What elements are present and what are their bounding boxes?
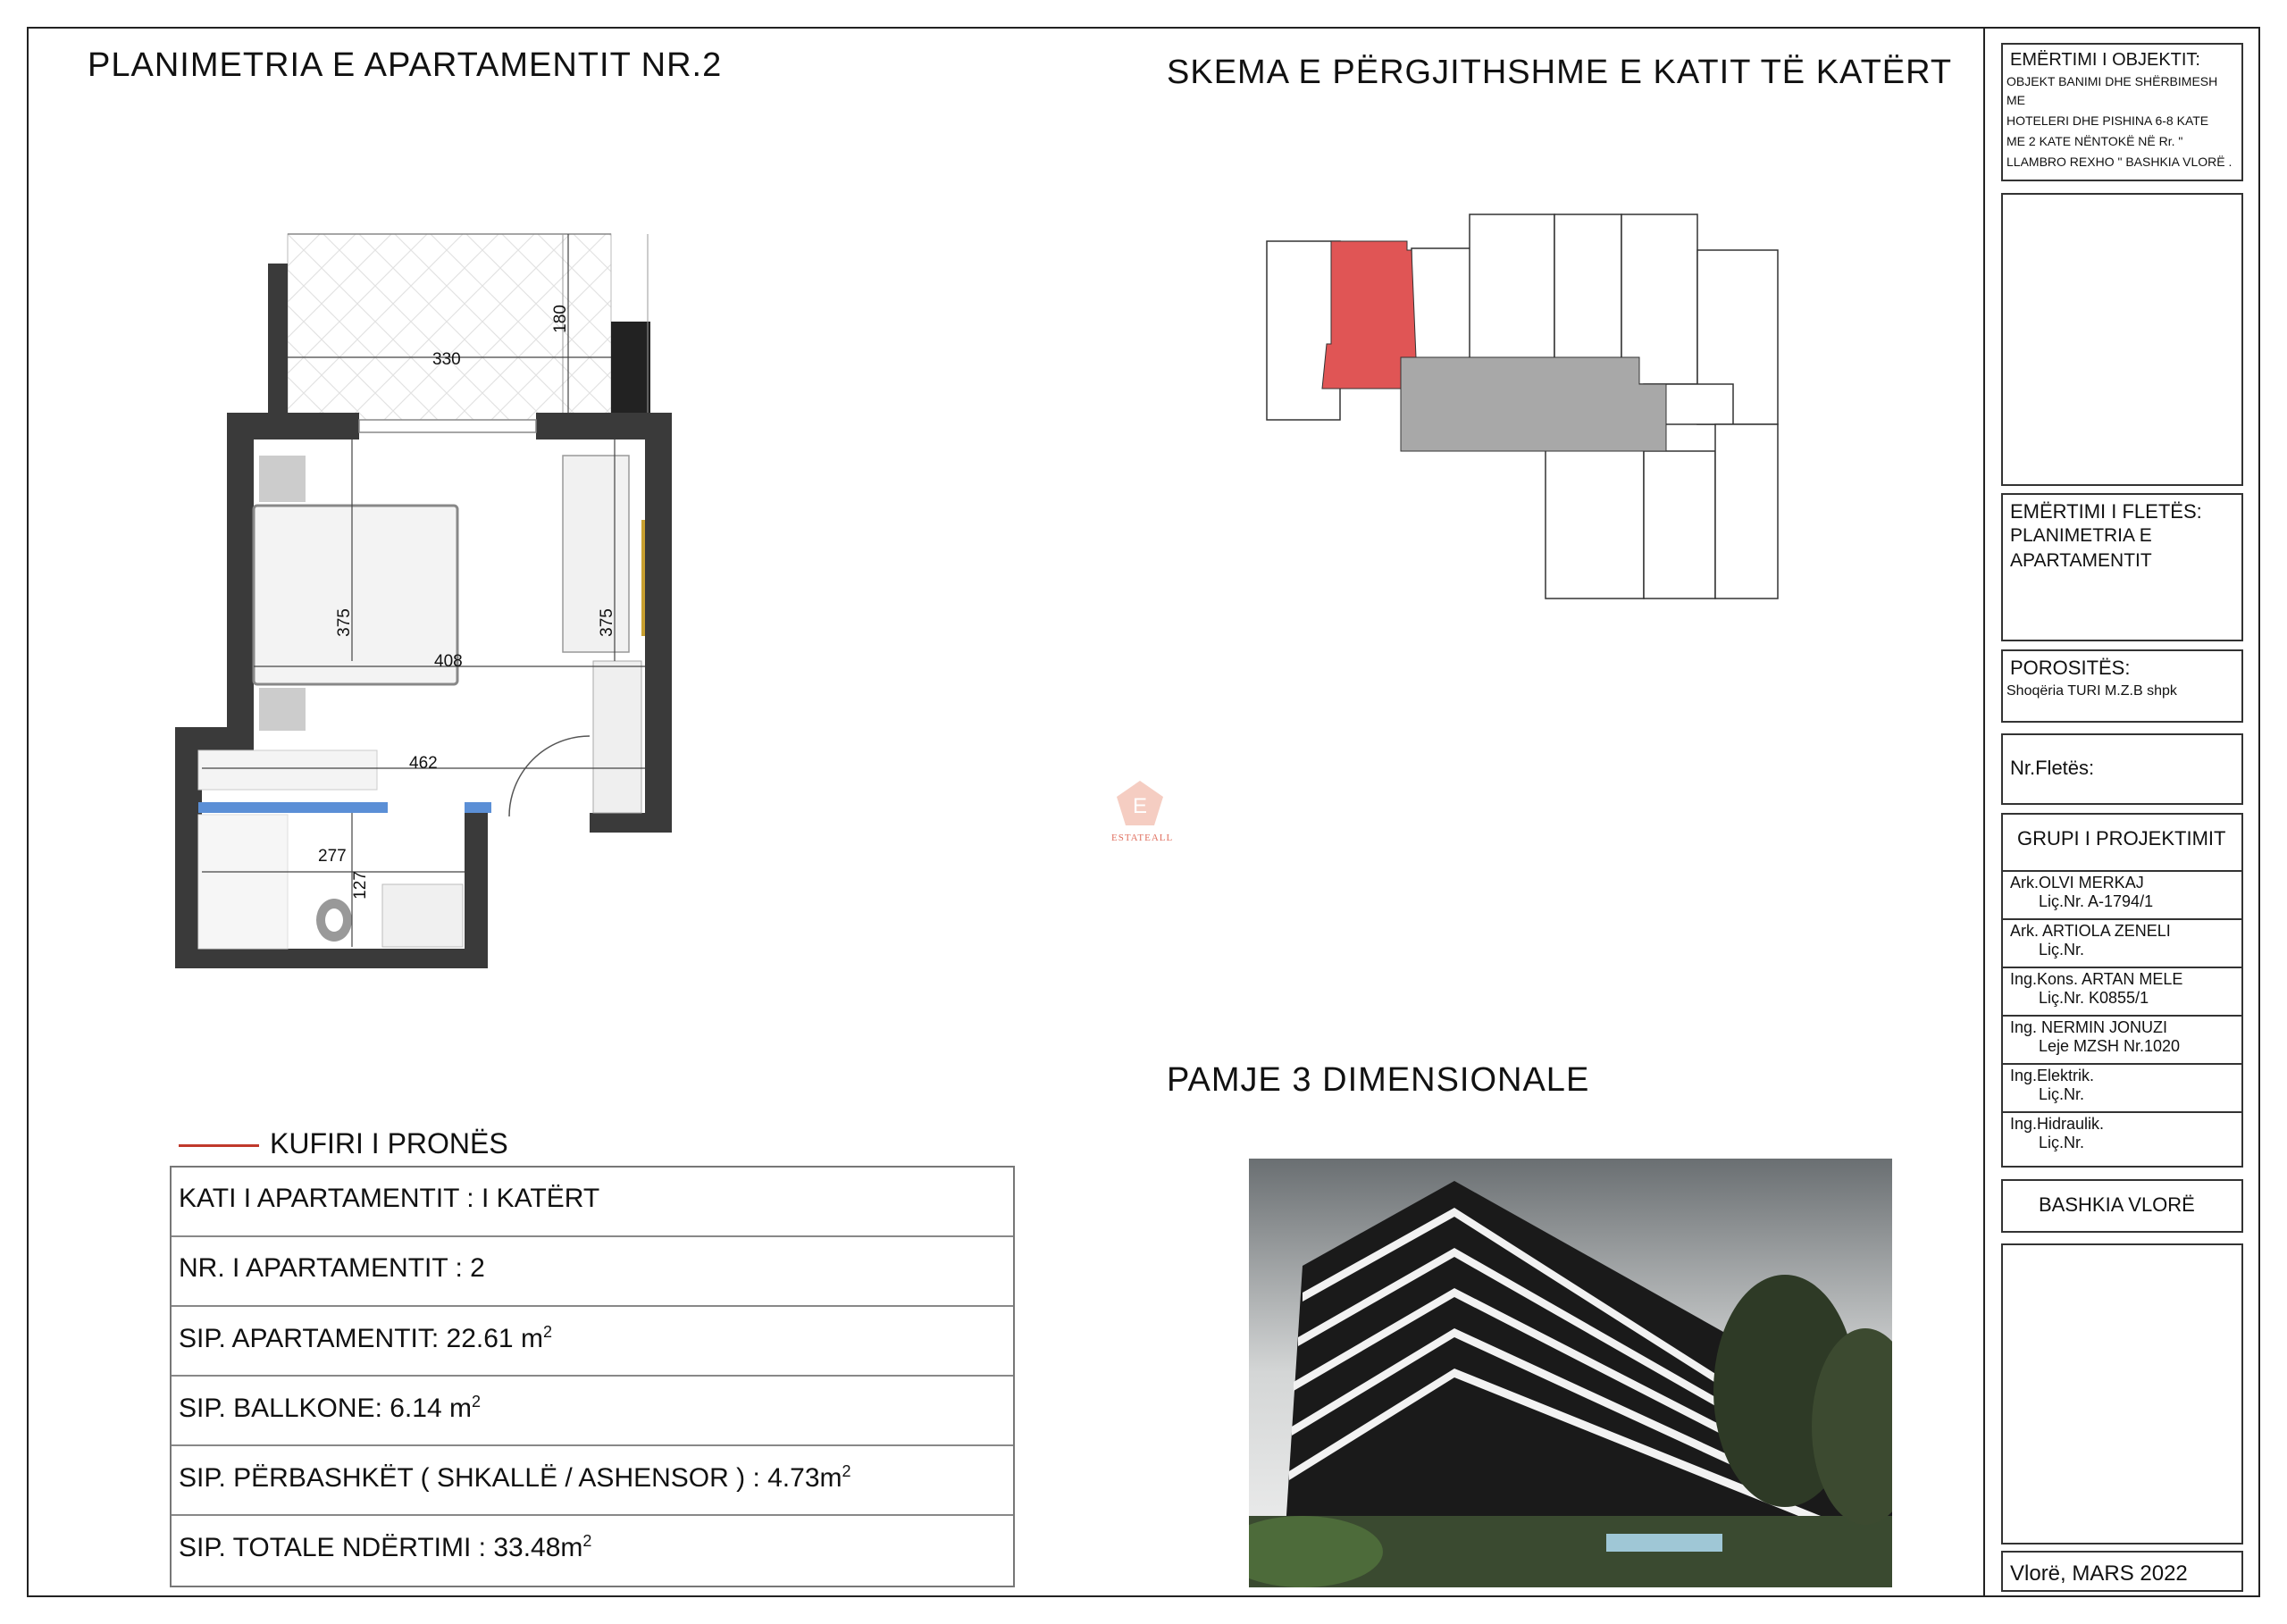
info-apt-nr: NR. I APARTAMENTIT : 2: [172, 1237, 1013, 1307]
info-area-total: SIP. TOTALE NDËRTIMI : $33.48m^2$: [179, 1532, 592, 1562]
object-line-4: LLAMBRO REXHO " BASHKIA VLORË .: [2006, 155, 2233, 169]
dim-bath-depth: 127: [350, 871, 370, 900]
info-floor: KATI I APARTAMENTIT : I KATËRT: [172, 1168, 1013, 1237]
team-member: Ing.Hidraulik. Liç.Nr.: [2003, 1111, 2241, 1152]
watermark-logo-icon: [1113, 779, 1167, 831]
bed: [254, 506, 457, 684]
common-area: [1401, 357, 1666, 451]
team-member: Ing. NERMIN JONUZI Leje MZSH Nr.1020: [2003, 1015, 2241, 1056]
date-box: Vlorë, MARS 2022: [2001, 1551, 2243, 1592]
plan-title: PLANIMETRIA E APARTAMENTIT NR.2: [88, 46, 723, 84]
apartment-info-table: [170, 1166, 1015, 1587]
object-line-3: ME 2 KATE NËNTOKË NË Rr. ": [2006, 134, 2183, 148]
dim-room-height-left: 375: [334, 608, 354, 637]
title-block: [1983, 27, 2262, 1597]
team-member: Ing.Elektrik. Liç.Nr.: [2003, 1063, 2241, 1104]
building-3d-render: [1249, 1159, 1892, 1587]
window: [359, 420, 536, 432]
property-boundary-line: [179, 1144, 259, 1147]
blank-box-1: [2001, 193, 2243, 486]
legend-label: KUFIRI I PRONËS: [270, 1127, 508, 1159]
floor-scheme: [1251, 205, 1796, 616]
balcony-wall-left: [268, 264, 288, 414]
sofa: [563, 456, 629, 652]
team-member: Ark. ARTIOLA ZENELI Liç.Nr.: [2003, 918, 2241, 959]
sheet-nr-box: Nr.Fletës:: [2001, 733, 2243, 805]
dim-balcony-depth: 180: [550, 305, 570, 333]
object-line-2: HOTELERI DHE PISHINA 6-8 KATE: [2006, 113, 2209, 128]
design-group-box: GRUPI I PROJEKTIMIT Ark.OLVI MERKAJ Liç.Nr. A-1794/1 Ark. ARTIOLA ZENELI Liç.Nr. Ing.Kons. ARTAN MELE Liç.Nr. K0855/1 Ing. NERMIN JONUZI Leje MZSH Nr.1020 Ing.Elektrik. Liç.Nr. Ing.Hidraulik. Liç.Nr.: [2001, 813, 2243, 1168]
kitchen-counter: [198, 802, 388, 813]
info-area-apt: SIP. APARTAMENTIT: 22.61 $m^2$: [172, 1307, 1013, 1377]
object-box: EMËRTIMI I OBJEKTIT: OBJEKT BANIMI DHE SHËRBIMESH ME HOTELERI DHE PISHINA 6-8 KATE ME 2 KATE NËNTOKË NË Rr. " LLAMBRO REXHO " BASHKIA VLORË .: [2001, 43, 2243, 181]
balcony-column: [611, 322, 650, 422]
svg-text:E: E: [1133, 794, 1148, 818]
team-member: Ing.Kons. ARTAN MELE Liç.Nr. K0855/1: [2003, 967, 2241, 1008]
watermark-brand: ESTATEALL: [1111, 833, 1174, 843]
dim-full-width: 462: [409, 754, 438, 773]
dim-balcony-width: 330: [432, 350, 461, 369]
scheme-title: SKEMA E PËRGJITHSHME E KATIT TË KATËRT: [1167, 54, 1953, 91]
dim-bath-width: 277: [318, 847, 347, 866]
dim-room-height-right: 375: [597, 608, 616, 637]
municipality-box: BASHKIA VLORË: [2001, 1179, 2243, 1233]
dim-room-width: 408: [434, 652, 463, 671]
team-member: Ark.OLVI MERKAJ Liç.Nr. A-1794/1: [2003, 870, 2241, 911]
nightstand: [259, 456, 306, 502]
door-swing: [509, 736, 590, 816]
sheet-name-box: EMËRTIMI I FLETËS: PLANIMETRIA E APARTAMENTIT: [2001, 493, 2243, 641]
blank-box-2: [2001, 1243, 2243, 1544]
object-line-1: OBJEKT BANIMI DHE SHËRBIMESH ME: [2006, 74, 2218, 107]
view3d-title: PAMJE 3 DIMENSIONALE: [1167, 1061, 1590, 1099]
info-area-balcony: SIP. BALLKONE: 6.14 $m^2$: [172, 1377, 1013, 1446]
info-area-common: SIP. PËRBASHKËT ( SHKALLË / ASHENSOR ) : $4.73m^2$: [172, 1446, 1013, 1516]
client-box: POROSITËS: Shoqëria TURI M.Z.B shpk: [2001, 649, 2243, 723]
